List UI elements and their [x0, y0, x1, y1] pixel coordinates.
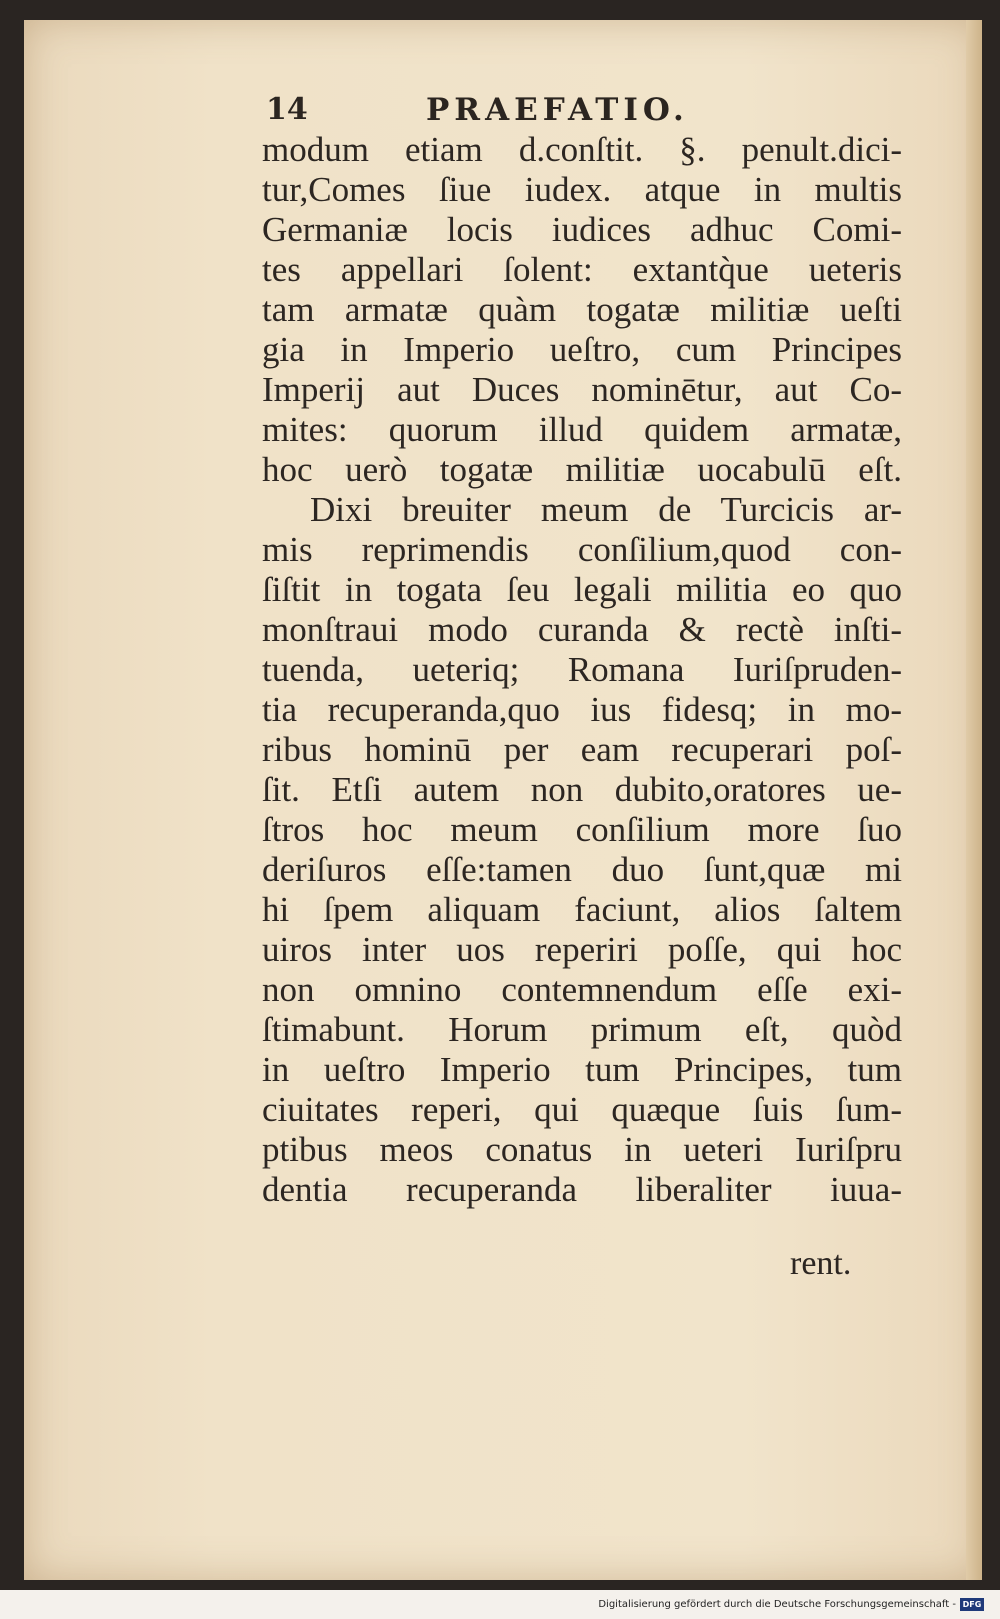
body-text [262, 130, 902, 1210]
text-line: ciuitates reperi, qui quæque ſuis ſum- [262, 1090, 902, 1129]
text-line: ſtimabunt. Horum primum eſt, quòd [262, 1010, 902, 1049]
text-line: mites: quorum illud quidem armatæ, [262, 410, 902, 449]
page-edge [966, 20, 982, 1580]
text-line: non omnino contemnendum eſſe exi- [262, 970, 902, 1009]
text-line: hoc uerò togatæ militiæ uocabulū eſt. [262, 450, 902, 489]
page-number: 14 [266, 92, 308, 127]
dfg-logo: DFG [960, 1598, 984, 1611]
text-line: in ueſtro Imperio tum Principes, tum [262, 1050, 902, 1089]
paragraph-start-line: Dixi breuiter meum de Turcicis ar- [310, 490, 902, 529]
text-line: Germaniæ locis iudices adhuc Comi- [262, 210, 902, 249]
text-line: ptibus meos conatus in ueteri Iuriſpru [262, 1130, 902, 1169]
text-line: modum etiam d.conſtit. §. penult.dici- [262, 130, 902, 169]
text-line: ſtros hoc meum conſilium more ſuo [262, 810, 902, 849]
text-line: tam armatæ quàm togatæ militiæ ueſti [262, 290, 902, 329]
text-line: tuenda, ueteriq; Romana Iuriſpruden- [262, 650, 902, 689]
text-line: gia in Imperio ueſtro, cum Principes [262, 330, 902, 369]
running-head: PRAEFATIO. [426, 92, 689, 128]
text-line: uiros inter uos reperiri poſſe, qui hoc [262, 930, 902, 969]
text-line: hi ſpem aliquam faciunt, alios ſaltem [262, 890, 902, 929]
text-line: ſiſtit in togata ſeu legali militia eo quo [262, 570, 902, 609]
text-line: monſtraui modo curanda & rectè inſti- [262, 610, 902, 649]
page-header [266, 92, 726, 132]
footer-bar [0, 1590, 1000, 1619]
text-line: tes appellari ſolent: extantq̀ue ueteris [262, 250, 902, 289]
text-line: ribus hominū per eam recuperari poſ- [262, 730, 902, 769]
text-line: ſit. Etſi autem non dubito,oratores ue- [262, 770, 902, 809]
text-line: tia recuperanda,quo ius fidesq; in mo- [262, 690, 902, 729]
text-line: dentia recuperanda liberaliter iuua- [262, 1170, 902, 1209]
funding-credit: Digitalisierung gefördert durch die Deutsche Forschungsgemeinschaft - [598, 1599, 956, 1610]
text-line: deriſuros eſſe:tamen duo ſunt,quæ mi [262, 850, 902, 889]
text-line: Imperij aut Duces nominētur, aut Co- [262, 370, 902, 409]
text-line: mis reprimendis conſilium,quod con- [262, 530, 902, 569]
text-line: tur,Comes ſiue iudex. atque in multis [262, 170, 902, 209]
catchword: rent. [790, 1245, 852, 1282]
